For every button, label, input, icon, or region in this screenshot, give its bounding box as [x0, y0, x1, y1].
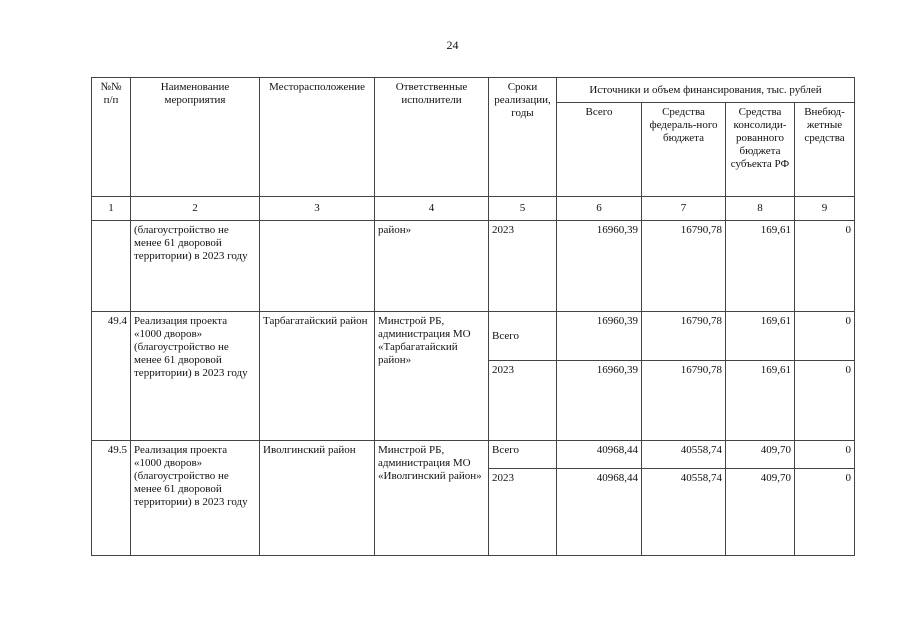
row-period: 2023: [489, 361, 557, 440]
row-extra: 0: [795, 220, 855, 312]
table-row: [92, 312, 855, 361]
header-executors: Ответственные исполнители: [375, 78, 489, 197]
row-executors: Минстрой РБ, администрация МО «Иволгинский район»: [375, 440, 489, 555]
page-number: 24: [446, 38, 459, 52]
header-location: Месторасположение: [260, 78, 375, 197]
row-period: Всего: [489, 440, 557, 469]
col-number: 9: [795, 197, 855, 220]
col-number: 7: [642, 197, 726, 220]
row-name: Реализация проекта «1000 дворов» (благоустройство не менее 61 дворовой территории) в 2023 году: [131, 312, 260, 440]
row-period: 2023: [489, 469, 557, 556]
header-extra: Внебюд-жетные средства: [795, 103, 855, 197]
col-number: 5: [489, 197, 557, 220]
row-regional: 409,70: [726, 469, 795, 556]
row-total: 16960,39: [557, 220, 642, 312]
header-period: Сроки реализации, годы: [489, 78, 557, 197]
header-federal: Средства федераль-ного бюджета: [642, 103, 726, 197]
header-num: №№ п/п: [92, 78, 131, 197]
row-regional: 169,61: [726, 361, 795, 440]
row-regional: 169,61: [726, 312, 795, 361]
header-total: Всего: [557, 103, 642, 197]
row-total: 40968,44: [557, 469, 642, 556]
table-row-continued: [92, 220, 855, 312]
header-name: Наименование мероприятия: [131, 78, 260, 197]
col-number: 4: [375, 197, 489, 220]
row-federal: 40558,74: [642, 440, 726, 469]
financing-table: [91, 77, 855, 556]
row-executors: Минстрой РБ, администрация МО «Тарбагатайский район»: [375, 312, 489, 440]
row-extra: 0: [795, 440, 855, 469]
col-number: 8: [726, 197, 795, 220]
col-number: 2: [131, 197, 260, 220]
header-financing: Источники и объем финансирования, тыс. рублей: [557, 78, 855, 103]
header-regional: Средства консолиди-рованного бюджета субъекта РФ: [726, 103, 795, 197]
row-name: Реализация проекта «1000 дворов» (благоустройство не менее 61 дворовой территории) в 2023 году: [131, 440, 260, 555]
row-extra: 0: [795, 361, 855, 440]
row-extra: 0: [795, 469, 855, 556]
row-location: Тарбагатайский район: [260, 312, 375, 440]
row-regional: 169,61: [726, 220, 795, 312]
col-number: 1: [92, 197, 131, 220]
row-extra: 0: [795, 312, 855, 361]
row-num: 49.5: [92, 440, 131, 555]
row-federal: 40558,74: [642, 469, 726, 556]
row-location: Иволгинский район: [260, 440, 375, 555]
table-row: [92, 440, 855, 469]
col-number: 6: [557, 197, 642, 220]
row-total: 16960,39: [557, 312, 642, 361]
row-regional: 409,70: [726, 440, 795, 469]
row-total: 16960,39: [557, 361, 642, 440]
row-federal: 16790,78: [642, 220, 726, 312]
row-num: 49.4: [92, 312, 131, 440]
row-total: 40968,44: [557, 440, 642, 469]
row-federal: 16790,78: [642, 312, 726, 361]
column-numbers-row: [92, 197, 855, 220]
row-federal: 16790,78: [642, 361, 726, 440]
col-number: 3: [260, 197, 375, 220]
header-row: [92, 78, 855, 103]
row-name: (благоустройство не менее 61 дворовой территории) в 2023 году: [131, 220, 260, 312]
row-period: Всего: [489, 312, 557, 361]
row-location: [260, 220, 375, 312]
row-executors: район»: [375, 220, 489, 312]
row-period: 2023: [489, 220, 557, 312]
row-num: [92, 220, 131, 312]
